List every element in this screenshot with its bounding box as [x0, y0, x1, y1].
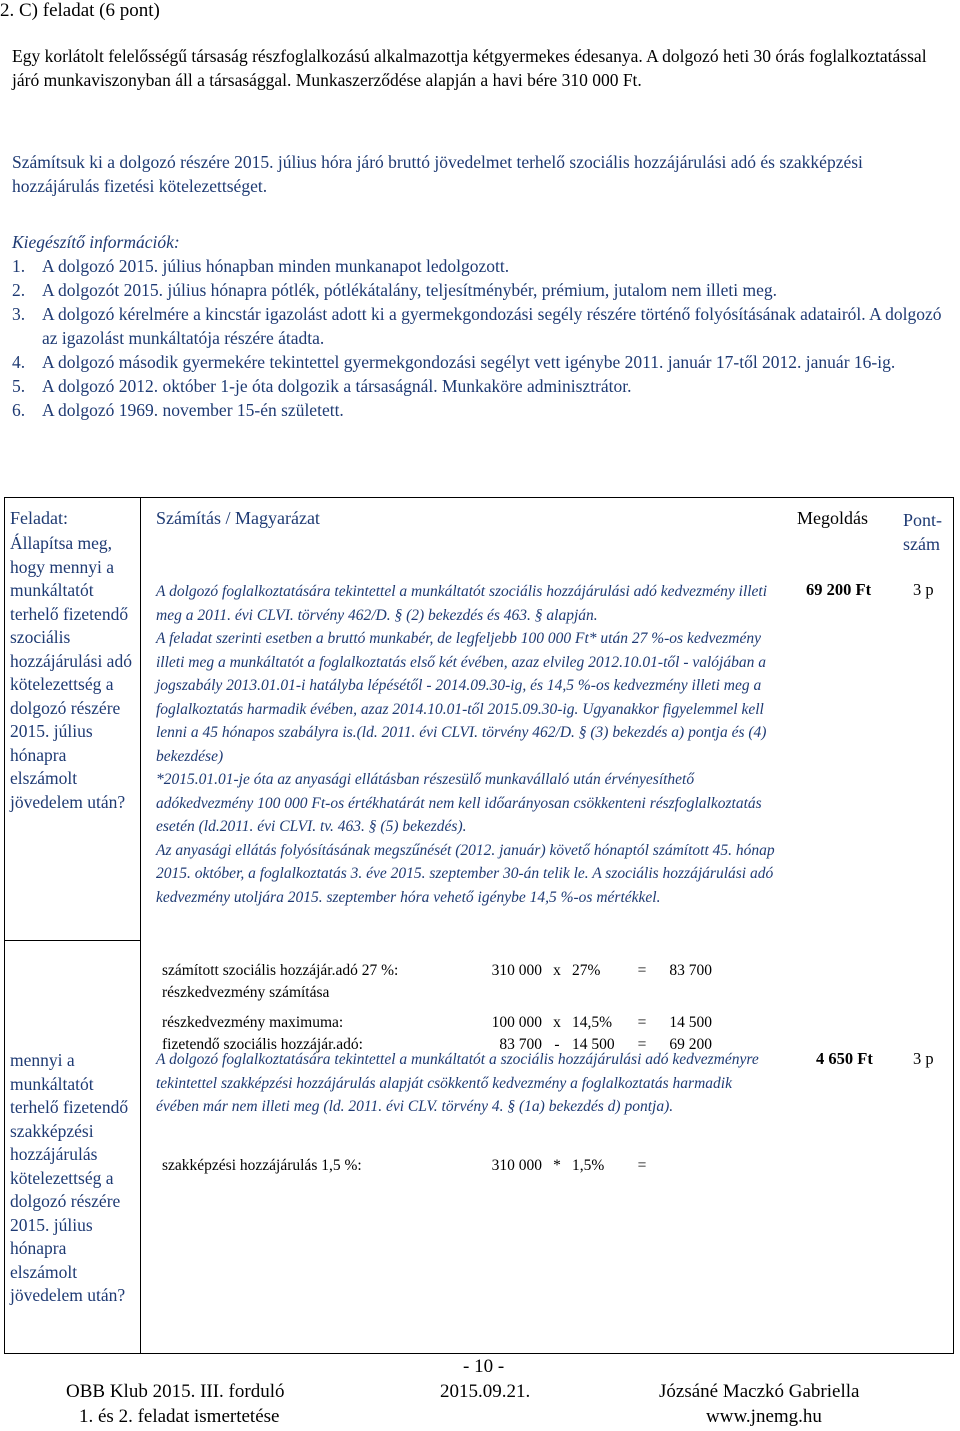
list-item: 1. A dolgozó 2015. július hónapban minden munkanapot ledolgozott.	[12, 256, 510, 276]
header-task: Feladat:	[10, 508, 68, 528]
calc-2-table	[162, 1155, 762, 1177]
header-calc: Számítás / Magyarázat	[156, 508, 320, 528]
list-item: 4. A dolgozó második gyermekére tekintettel gyermekgondozási segélyt vett igénybe 2011. január 17-től 2012. január 16-ig.	[12, 352, 896, 372]
task-2-explanation: A dolgozó foglalkoztatására tekintettel a munkáltatót a szociális hozzájárulási adó kedvezményre tekintettel szakképzési hozzájárulás alapját csökkentő kedvezmény a foglalkoztatás harmadik évében már nem illeti meg (ld. 2011. évi CLV. törvény 4. § (1a) bekezdés d) pontja).	[156, 1051, 759, 1115]
list-item: 3. A dolgozó kérelmére a kincstár igazolást adott ki a gyermekgondozási segély részére történő folyósításának adatairól. A dolgozó az igazolást munkáltatója részére átadta.	[12, 304, 942, 348]
table-bottom-border	[4, 1353, 954, 1354]
header-solution: Megoldás	[797, 508, 868, 528]
solution-2: 4 650 Ft	[816, 1049, 873, 1068]
table-left-border	[4, 497, 5, 1354]
footer-website: www.jnemg.hu	[706, 1406, 822, 1427]
list-item: 6. A dolgozó 1969. november 15-én született.	[12, 400, 344, 420]
calc-row: fizetendő szociális hozzájár.adó: 83 700 - 14 500 = 69 200	[162, 1036, 712, 1053]
task-1-explanation: A dolgozó foglalkoztatására tekintettel a munkáltatót szociális hozzájárulási adó kedvezmény illeti meg a 2011. évi CLVI. törvény 462/D. § (2) bekezdés és 463. § alapján. A feladat szerinti esetben a bruttó munkabér, de legfeljebb 100 000 Ft* után 27 %-os kedvezmény illeti meg a munkáltatót a foglalkoztatás első két évében, azaz elvileg 2012.10.01-től - valójában a jogszabály 2013.01.01-i hatályba lépésétől - 2014.09.30-ig, és 14,5 %-os kedvezmény illeti meg a foglalkoztatás harmadik évében, azaz 2014.10.01-től 2015.09.30-ig. Ugyanakkor figyelemmel kell lenni a 45 hónapos szabályra is.(ld. 2011. évi CLVI. törvény 462/D. § (3) bekezdés a) pontja és (4) bekezdése) *2015.01.01-je óta az anyasági ellátásban részesülő munkavállaló után érvényesíthető adókedvezmény 100 000 Ft-os értékhatárát nem kell időarányosan csökkenteni részfoglalkoztatás esetén (ld.2011. évi CLVI. tv. 463. § (5) bekezdés). Az anyasági ellátás folyósításának megszűnését (2012. január) követő hónaptól számított 45. hónap 2015. október, a foglalkoztatás 3. éve 2015. szeptember 30-án telik le. A szociális hozzájárulási adó kedvezmény utoljára 2015. szeptember hóra vehető igénybe 14,5 %-os mértékkel.	[156, 583, 775, 906]
list-item: 5. A dolgozó 2012. október 1-je óta dolgozik a társaságnál. Munkaköre adminisztrátor.	[12, 376, 632, 396]
task-2-text: mennyi a munkáltatót terhelő fizetendő szakképzési hozzájárulás kötelezettség a dolgozó részére 2015. július hónapra elszámolt jövedelem után?	[10, 1050, 129, 1305]
info-list	[12, 254, 952, 422]
calc-row: számított szociális hozzájár.adó 27 %: 310 000 x 27% = 83 700	[162, 962, 712, 979]
page-number: - 10 -	[463, 1356, 505, 1377]
footer-author: Józsáné Maczkó Gabriella	[659, 1381, 860, 1402]
calc-row: részkedvezmény maximuma: 100 000 x 14,5% = 14 500	[162, 1014, 712, 1031]
list-item: 2. A dolgozót 2015. július hónapra pótlék, pótlékátalány, teljesítménybér, prémium, jutalom nem illeti meg.	[12, 280, 777, 300]
header-points: Pont- szám	[903, 510, 943, 554]
points-2: 3 p	[913, 1049, 934, 1068]
calc-row: szakképzési hozzájárulás 1,5 %: 310 000 * 1,5% =	[162, 1157, 647, 1174]
task-heading: 2. C) feladat (6 pont)	[0, 0, 160, 21]
calc-1-table	[162, 960, 762, 1056]
table-col-divider-1	[140, 497, 141, 1354]
footer-left-1: OBB Klub 2015. III. forduló	[66, 1381, 285, 1402]
intro-paragraph-1: Egy korlátolt felelősségű társaság részfoglalkozású alkalmazottja kétgyermekes édesanya. A dolgozó heti 30 órás foglalkoztatással járó munkaviszonyban áll a társasággal. Munkaszerződése alapján a havi bére 310 000 Ft.	[12, 46, 927, 90]
intro-paragraph-2: Számítsuk ki a dolgozó részére 2015. július hóra járó bruttó jövedelmet terhelő szociális hozzájárulási adó és szakképzési hozzájárulás fizetési kötelezettséget.	[12, 152, 863, 196]
points-1: 3 p	[913, 580, 934, 599]
calc-row: részkedvezmény számítása	[162, 984, 330, 1001]
info-title: Kiegészítő információk:	[12, 232, 180, 252]
table-right-border	[953, 497, 954, 1354]
footer-date: 2015.09.21.	[440, 1381, 531, 1402]
footer-left-2: 1. és 2. feladat ismertetése	[79, 1406, 280, 1427]
task-separator	[4, 940, 140, 941]
table-top-border	[4, 497, 954, 498]
task-1-text: Állapítsa meg, hogy mennyi a munkáltatót terhelő fizetendő szociális hozzájárulási adó kötelezettség a dolgozó részére 2015. július hónapra elszámolt jövedelem után?	[10, 533, 132, 812]
solution-1: 69 200 Ft	[806, 580, 872, 599]
